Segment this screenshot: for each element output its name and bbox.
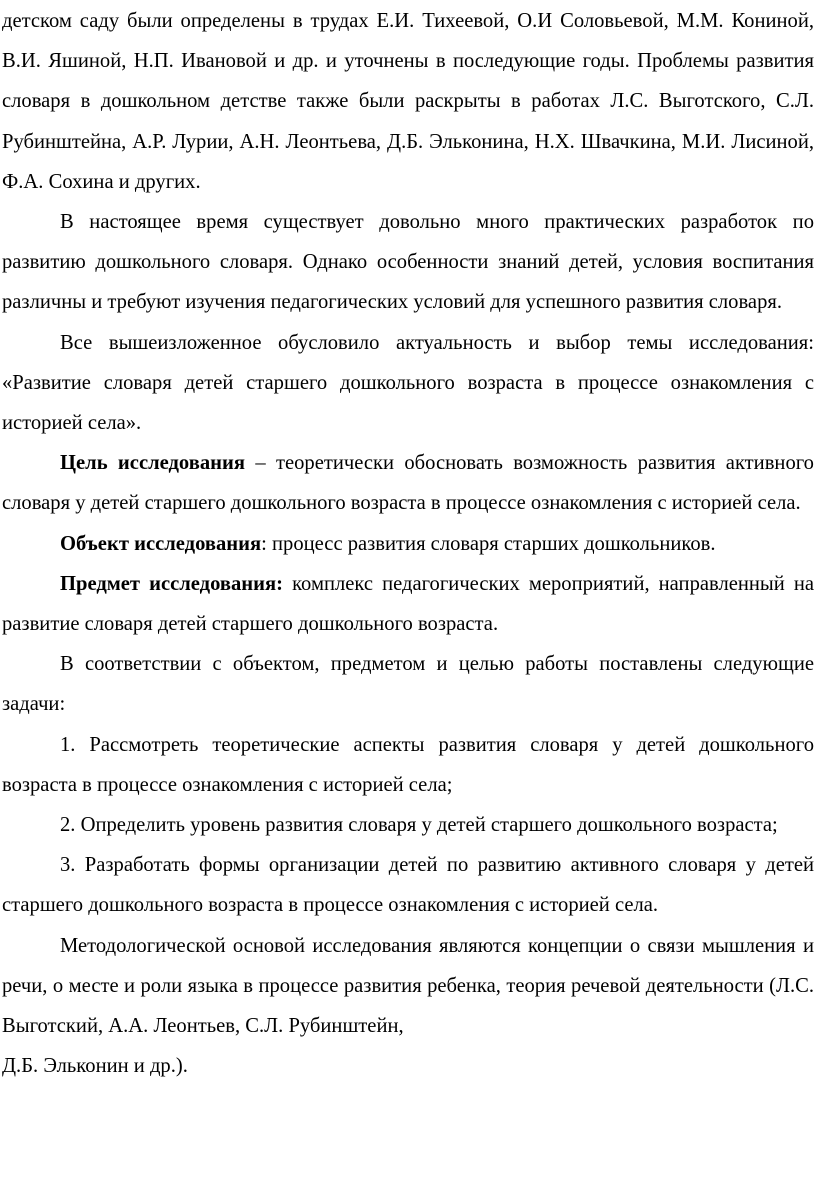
goal-text: – теоретически обосновать возможность развития активного словаря у детей старшего дошкольного возраста в процессе ознакомления с историей села. — [2, 452, 814, 515]
paragraph-current-state: В настоящее время существует довольно много практических разработок по развитию дошкольного словаря. Однако особенности знаний детей, условия воспитания различны и требуют изучения педагогических условий для успешного развития словаря. — [2, 211, 814, 314]
paragraph-topic: Все вышеизложенное обусловило актуальность и выбор темы исследования: «Развитие словаря детей старшего дошкольного возраста в процессе ознакомления с историей села». — [2, 331, 814, 435]
object-label: Объект исследования — [60, 532, 262, 555]
goal-label: Цель исследования — [60, 452, 245, 475]
paragraph-object — [2, 524, 814, 564]
subject-label: Предмет исследования: — [60, 572, 284, 595]
task-item-3: 3. Разработать формы организации детей по развитию активного словаря у детей старшего дошкольного возраста в процессе ознакомления с историей села. — [2, 854, 814, 917]
paragraph-goal — [2, 443, 814, 523]
object-text: : процесс развития словаря старших дошкольников. — [261, 532, 716, 555]
subject-text: комплекс педагогических мероприятий, направленный на развитие словаря детей старшего дошкольного возраста. — [2, 572, 814, 636]
paragraph-researchers: детском саду были определены в трудах Е.И. Тихеевой, О.И Соловьевой, М.М. Кониной, В.И. Яшиной, Н.П. Ивановой и др. и уточнены в последующие годы. Проблемы развития словаря в дошкольном детстве также были раскрыты в работах Л.С. Выготского, С.Л. Рубинштейна, А.Р. Лурии, А.Н. Леонтьева, Д.Б. Эльконина, Н.Х. Швачкина, М.И. Лисиной, Ф.А. Сохина и других. — [2, 10, 814, 193]
paragraph-subject — [2, 564, 814, 644]
paragraph-tasks-intro: В соответствии с объектом, предметом и целью работы поставлены следующие задачи: — [2, 653, 814, 716]
task-item-1: 1. Рассмотреть теоретические аспекты развития словаря у детей дошкольного возраста в процессе ознакомления с историей села; — [2, 733, 814, 796]
task-item-2: 2. Определить уровень развития словаря у детей старшего дошкольного возраста; — [60, 814, 778, 837]
paragraph-methodology-end: Д.Б. Эльконин и др.). — [2, 1055, 188, 1078]
paragraph-methodology: Методологической основой исследования являются концепции о связи мышления и речи, о месте и роли языка в процессе развития ребенка, теория речевой деятельности (Л.С. Выготский, А.А. Леонтьев, С.Л. Рубинштейн, — [2, 934, 814, 1038]
